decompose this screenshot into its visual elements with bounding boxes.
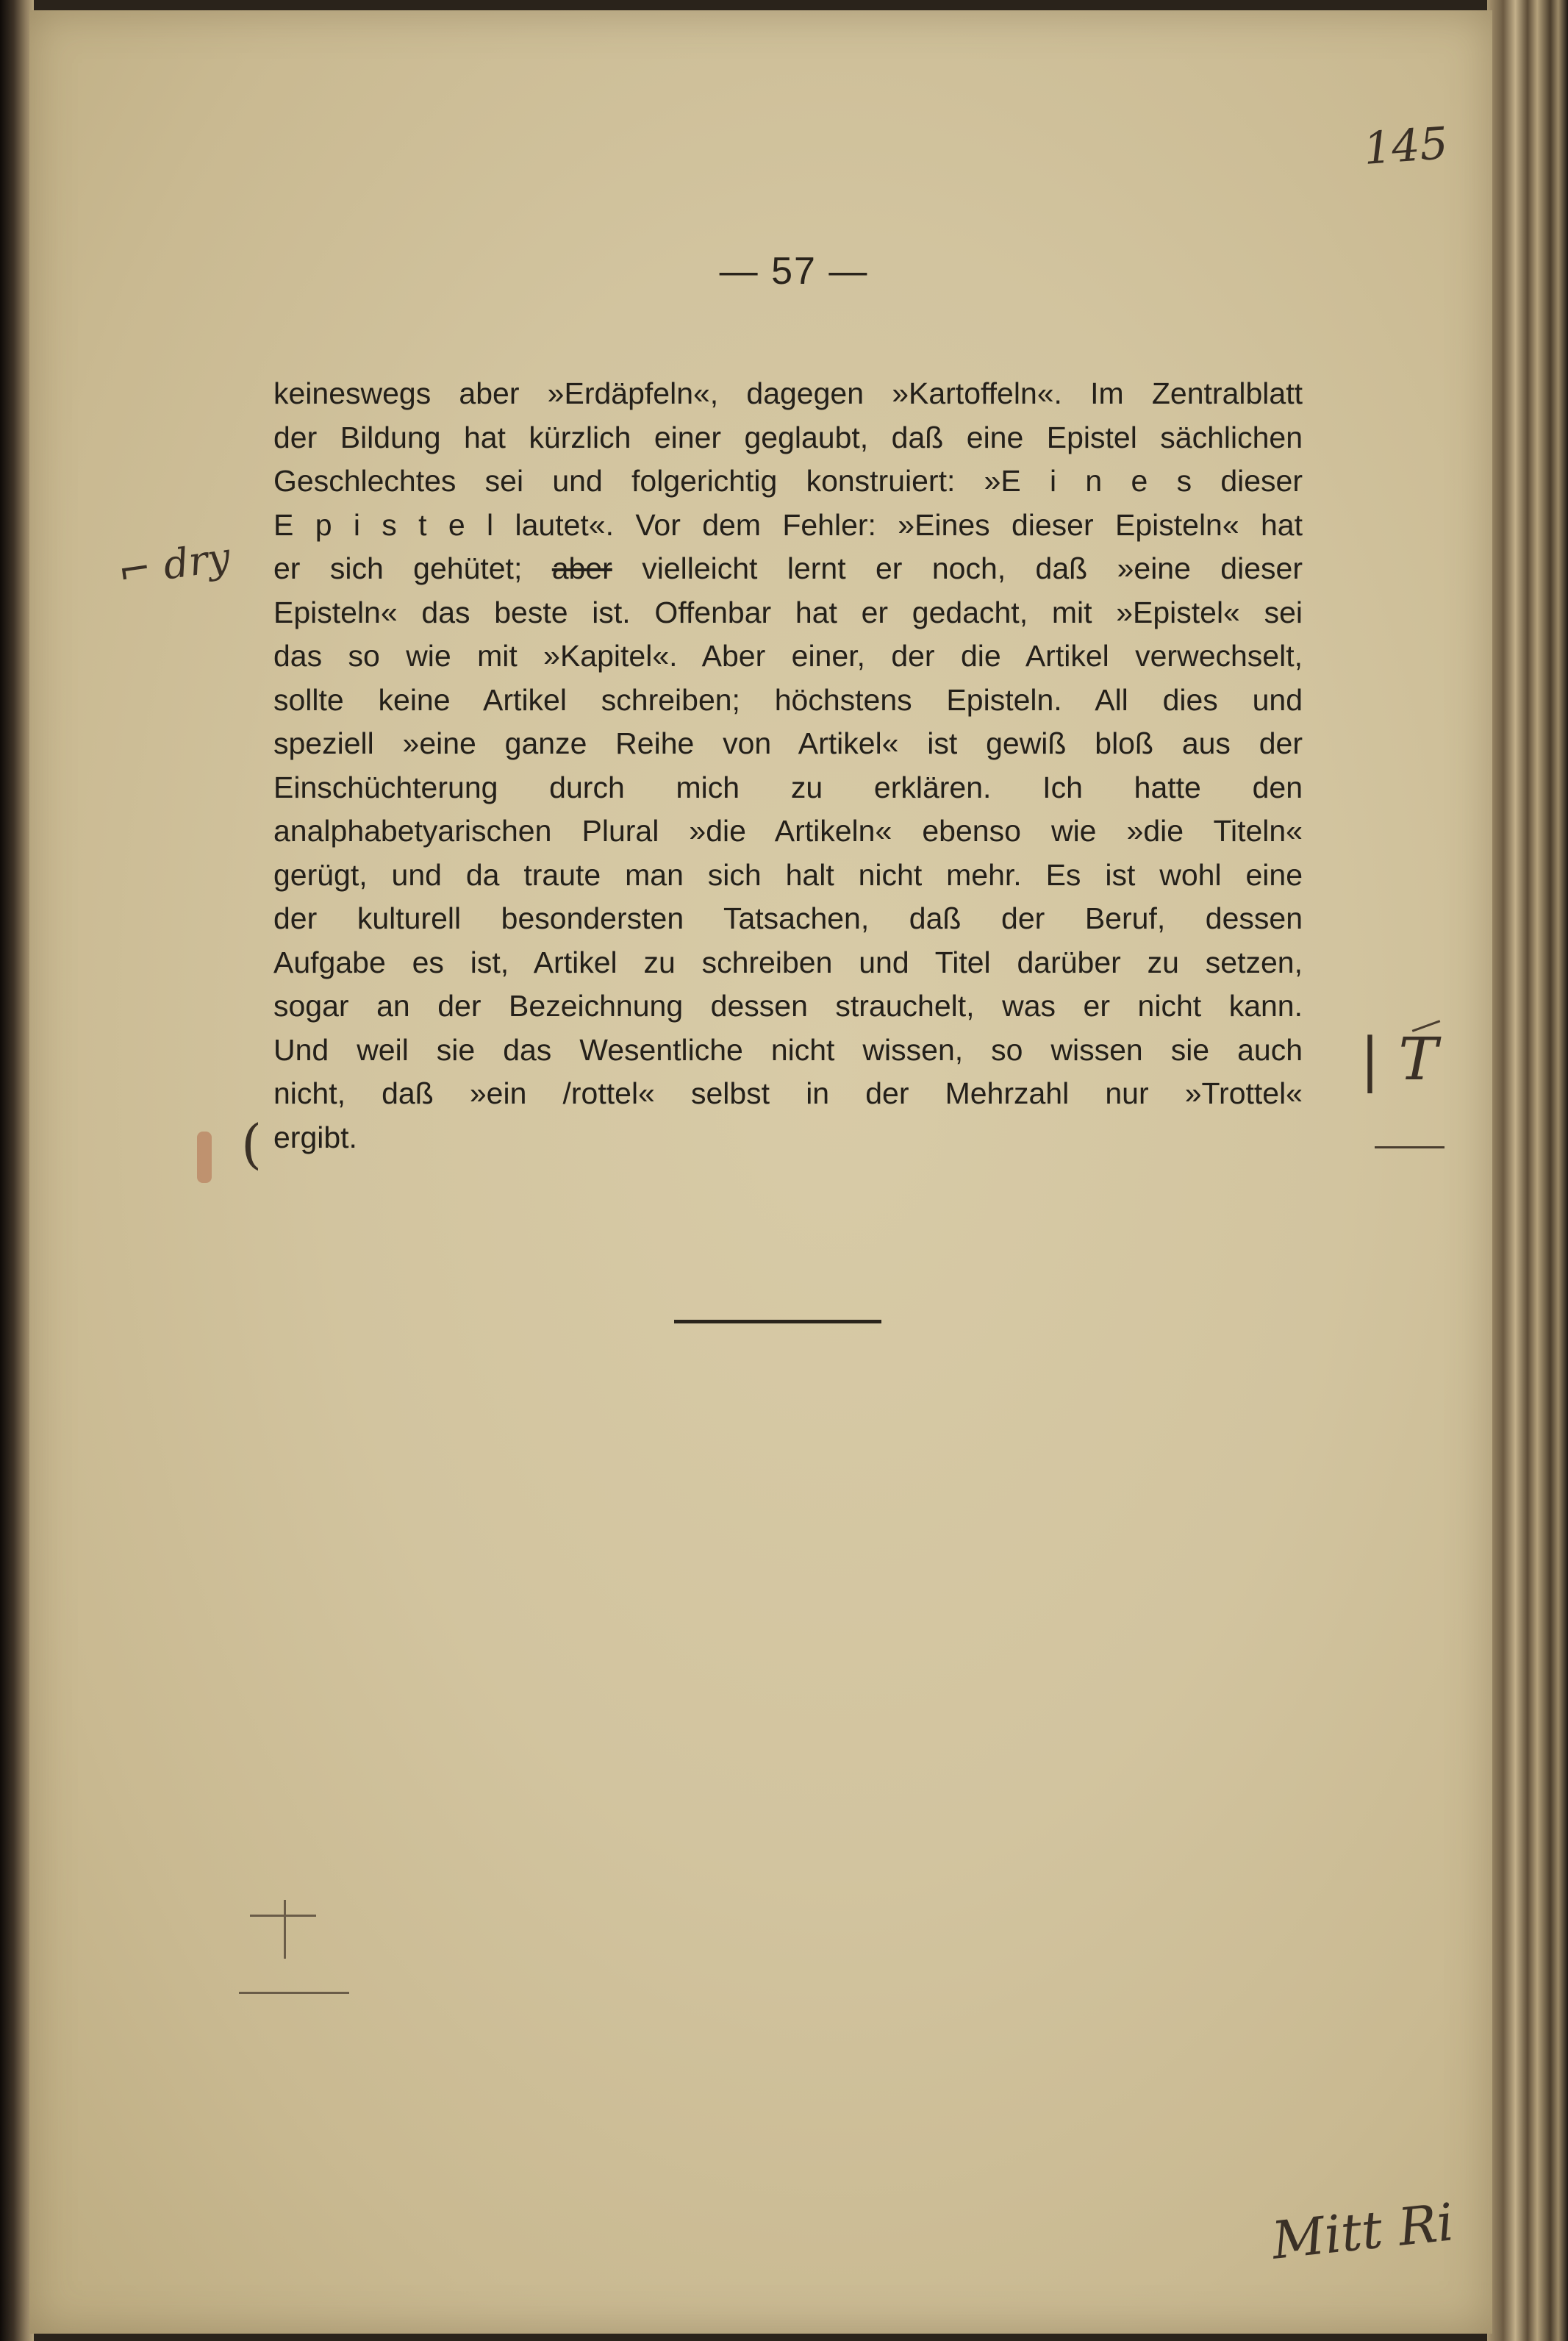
page-number: — 57 — bbox=[719, 250, 869, 293]
text-line-last: ergibt. bbox=[273, 1120, 357, 1154]
text-fragment: er sich gehütet; bbox=[273, 551, 523, 585]
text-line: sogar an der Bezeichnung dessen strauchelt, was er nicht kann. bbox=[273, 989, 1303, 1023]
text-line: Episteln« das beste ist. Offenbar hat er gedacht, mit »Epistel« sei bbox=[273, 595, 1303, 629]
text-line: gerügt, und da traute man sich halt nicht mehr. Es ist wohl eine bbox=[273, 857, 1303, 892]
ink-stain bbox=[197, 1132, 212, 1183]
body-text bbox=[273, 372, 1303, 1159]
text-line: der Bildung hat kürzlich einer geglaubt, daß eine Epistel sächlichen bbox=[273, 420, 1303, 454]
text-line: keineswegs aber »Erdäpfeln«, dagegen »Kartoffeln«. Im Zentralblatt bbox=[273, 376, 1303, 410]
text-line: analphabetyarischen Plural »die Artikeln« ebenso wie »die Titeln« bbox=[273, 814, 1303, 848]
section-divider bbox=[674, 1320, 881, 1323]
text-line: Und weil sie das Wesentliche nicht wissen, so wissen sie auch bbox=[273, 1032, 1303, 1067]
text-fragment: vielleicht lernt er noch, daß »eine dieser bbox=[642, 551, 1303, 585]
handwritten-margin-note-left: ⌐ dry bbox=[115, 533, 233, 596]
pencil-line bbox=[239, 1992, 349, 1994]
handwritten-signature: Mitt Ri bbox=[1269, 2192, 1457, 2271]
pencil-cross-vertical bbox=[284, 1900, 286, 1959]
handwritten-folio-number: 145 bbox=[1361, 118, 1450, 175]
book-page bbox=[29, 10, 1492, 2334]
handwritten-margin-note-right: | T bbox=[1360, 1025, 1438, 1093]
text-line: das so wie mit »Kapitel«. Aber einer, der die Artikel verwechselt, bbox=[273, 639, 1303, 673]
pencil-underline bbox=[1375, 1146, 1445, 1148]
text-line: der kulturell besondersten Tatsachen, daß der Beruf, dessen bbox=[273, 901, 1303, 935]
text-line: E p i s t e l lautet«. Vor dem Fehler: »Eines dieser Episteln« hat bbox=[273, 507, 1303, 542]
text-line: Geschlechtes sei und folgerichtig konstruiert: »E i n e s dieser bbox=[273, 464, 1303, 498]
text-line: Einschüchterung durch mich zu erklären. Ich hatte den bbox=[273, 770, 1303, 804]
pencil-cross-horizontal bbox=[250, 1915, 316, 1917]
text-line: nicht, daß »ein /rottel« selbst in der Mehrzahl nur »Trottel« bbox=[273, 1076, 1303, 1110]
handwritten-bracket: ( bbox=[241, 1113, 262, 1175]
struck-word: aber bbox=[551, 551, 612, 585]
text-line: speziell »eine ganze Reihe von Artikel« ist gewiß bloß aus der bbox=[273, 726, 1303, 760]
page-edges bbox=[1487, 0, 1568, 2341]
text-line-with-strike bbox=[273, 547, 1303, 591]
text-line: sollte keine Artikel schreiben; höchstens Episteln. All dies und bbox=[273, 682, 1303, 717]
text-line: Aufgabe es ist, Artikel zu schreiben und Titel darüber zu setzen, bbox=[273, 945, 1303, 979]
